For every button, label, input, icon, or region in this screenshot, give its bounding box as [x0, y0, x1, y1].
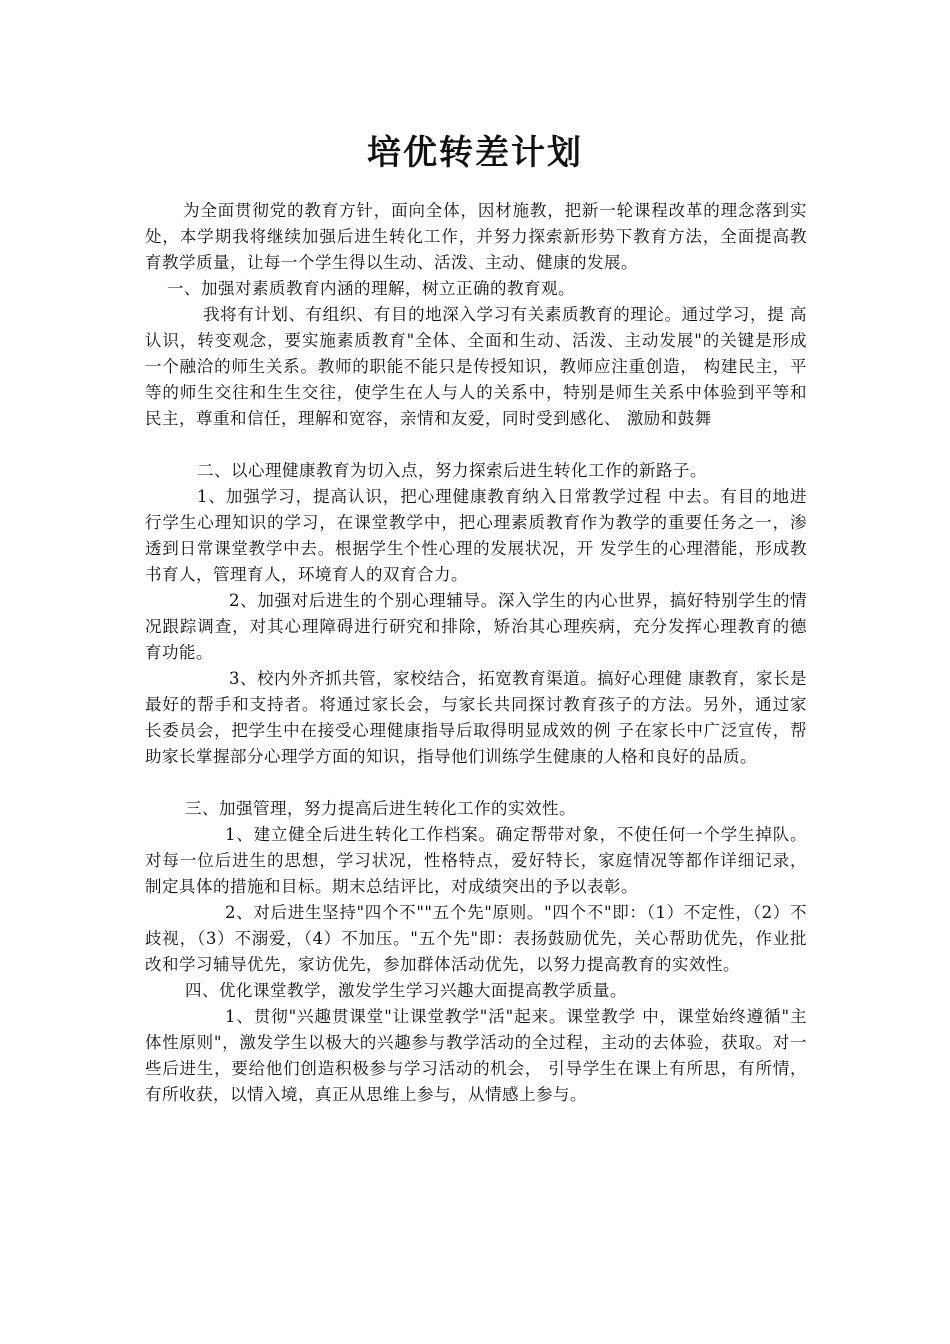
- section-heading-1: 一、加强对素质教育内涵的理解，树立正确的教育观。: [167, 279, 575, 298]
- document-body: [145, 198, 807, 1108]
- section-heading-3: 三、加强管理，努力提高后进生转化工作的实效性。: [185, 799, 576, 818]
- section-2-item-1: 1、加强学习，提高认识，把心理健康教育纳入日常教学过程 中去。有目的地进行学生心理知识的学习，在课堂教学中，把心理素质教育作为教学的重要任务之一，渗透到日常课堂教学中去。根据学生个性心理的发展状况，开 发学生的心理潜能，形成教书育人，管理育人，环境育人的双育合力。: [145, 487, 807, 584]
- intro-paragraph: 为全面贯彻党的教育方针，面向全体，因材施教，把新一轮课程改革的理念落到实处，本学期我将继续加强后进生转化工作，并努力探索新形势下教育方法，全面提高教育教学质量，让每一个学生得以生动、活泼、主动、健康的发展。: [145, 201, 807, 272]
- section-3-item-2: 2、对后进生坚持"四个不""五个先"原则。"四个不"即：（1）不定性，（2）不歧视，（3）不溺爱，（4）不加压。"五个先"即：表扬鼓励优先，关心帮助优先，作业批改和学习辅导优先，家访优先，参加群体活动优先，以努力提高教育的实效性。: [145, 903, 807, 974]
- section-heading-4: 四、优化课堂教学，激发学生学习兴趣大面提高教学质量。: [185, 981, 627, 1000]
- section-4-item-1: 1、贯彻"兴趣贯课堂"让课堂教学"活"起来。课堂教学 中，课堂始终遵循"主体性原则"，激发学生以极大的兴趣参与教学活动的全过程，主动的去体验，获取。对一些后进生，要给他们创造积极参与学习活动的机会， 引导学生在课上有所思，有所情，有所收获，以情入境，真正从思维上参与，从情感上参与。: [145, 1007, 807, 1104]
- section-3-item-1: 1、建立健全后进生转化工作档案。确定帮带对象，不使任何一个学生掉队。对每一位后进生的思想，学习状况，性格特点，爱好特长，家庭情况等都作详细记录，制定具体的措施和目标。期末总结评比，对成绩突出的予以表彰。: [145, 825, 807, 896]
- section-1-paragraph: 我将有计划、有组织、有目的地深入学习有关素质教育的理论。通过学习，提 高认识，转变观念，要实施素质教育"全体、全面和生动、活泼、主动发展"的关键是形成一个融洽的师生关系。教师的职能不能只是传授知识，教师应注重创造， 构建民主，平等的师生交往和生生交往，使学生在人与人的关系中，特别是师生关系中体验到平等和民主，尊重和信任，理解和宽容，亲情和友爱，同时受到感化、 激励和鼓舞: [145, 305, 807, 428]
- document-title: 培优转差计划: [367, 133, 583, 173]
- section-heading-2: 二、以心理健康教育为切入点，努力探索后进生转化工作的新路子。: [197, 461, 707, 480]
- section-2-item-2: 2、加强对后进生的个别心理辅导。深入学生的内心世界，搞好特别学生的情况跟踪调查，对其心理障碍进行研究和排除，矫治其心理疾病，充分发挥心理教育的德育功能。: [145, 591, 807, 662]
- section-2-item-3: 3、校内外齐抓共管，家校结合，拓宽教育渠道。搞好心理健 康教育，家长是最好的帮手和支持者。将通过家长会，与家长共同探讨教育孩子的方法。另外，通过家长委员会，把学生中在接受心理健康指导后取得明显成效的例 子在家长中广泛宣传，帮助家长掌握部分心理学方面的知识，指导他们训练学生健康的人格和良好的品质。: [145, 669, 807, 766]
